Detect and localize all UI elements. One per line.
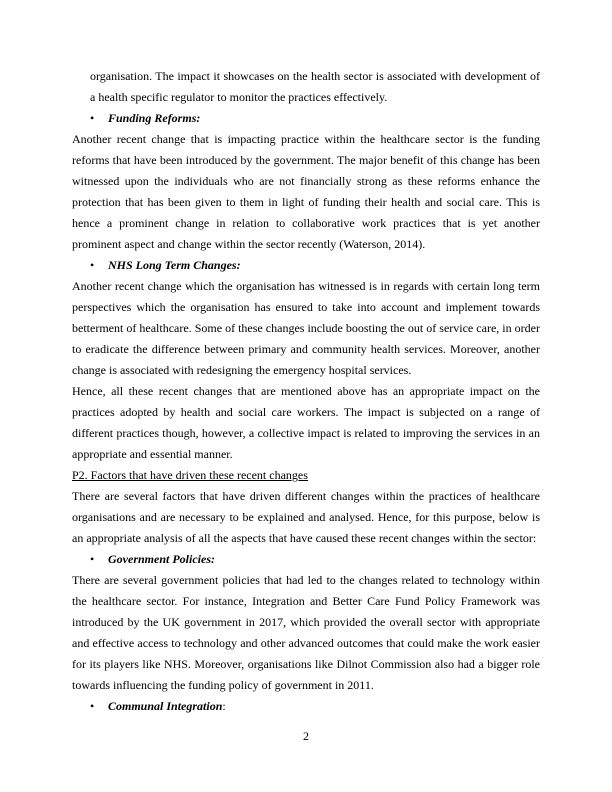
bullet-heading-funding-reforms: Funding Reforms:	[108, 111, 201, 125]
bullet-item-communal-integration	[72, 696, 540, 717]
paragraph-funding-reforms: Another recent change that is impacting practice within the healthcare sector is the funding reforms that have been introduced by the government. The major benefit of this change has been witnessed upon the individuals who are not financially strong as these reforms enhance the protection that has been given to them in light of funding their health and social care. This is hence a prominent change in relation to collaborative work practices that is yet another prominent aspect and change within the sector recently (Waterson, 2014).	[72, 132, 540, 251]
bullet-item-funding-reforms	[72, 108, 540, 129]
paragraph-government-policies: There are several government policies that had led to the changes related to technology within the healthcare sector. For instance, Integration and Better Care Fund Policy Framework was introduced by the UK government in 2017, which provided the overall sector with appropriate and effective access to technology and other advanced outcomes that could make the work easier for its players like NHS. Moreover, organisations like Dilnot Commission also had a bigger role towards influencing the funding policy of government in 2011.	[72, 573, 540, 692]
bullet-item-government-policies	[72, 549, 540, 570]
bullet-heading-communal-integration: Communal Integration	[108, 699, 223, 713]
bullet-heading-government-policies: Government Policies:	[108, 552, 215, 566]
bullet-icon: •	[90, 258, 95, 272]
paragraph-nhs-long-term: Another recent change which the organisation has witnessed is in regards with certain long term perspectives which the organisation has ensured to take into account and implement towards betterment of healthcare. Some of these changes include boosting the out of service care, in order to eradicate the difference between primary and community health services. Moreover, another change is associated with redesigning the emergency hospital services.	[72, 279, 540, 377]
section-heading-p2: P2. Factors that have driven these recent changes	[72, 468, 308, 482]
bullet-icon: •	[90, 111, 95, 125]
bullet-item-nhs-long-term	[72, 255, 540, 276]
bullet-icon: •	[90, 552, 95, 566]
bullet-icon: •	[90, 699, 95, 713]
page-number: 2	[303, 729, 309, 743]
paragraph-p2-intro: There are several factors that have driven different changes within the practices of healthcare organisations and are necessary to be explained and analysed. Hence, for this purpose, below is an appropriate analysis of all the aspects that have caused these recent changes within the sector:	[72, 489, 540, 545]
paragraph-intro-continuation: organisation. The impact it showcases on the health sector is associated with development of a health specific regulator to monitor the practices effectively.	[90, 69, 540, 104]
bullet-heading-nhs-long-term: NHS Long Term Changes:	[108, 258, 241, 272]
colon-suffix: :	[222, 699, 226, 713]
document-body	[72, 66, 540, 717]
paragraph-impact-summary: Hence, all these recent changes that are mentioned above has an appropriate impact on the practices adopted by health and social care workers. The impact is subjected on a range of different practices though, however, a collective impact is related to improving the services in an appropriate and essential manner.	[72, 384, 540, 461]
